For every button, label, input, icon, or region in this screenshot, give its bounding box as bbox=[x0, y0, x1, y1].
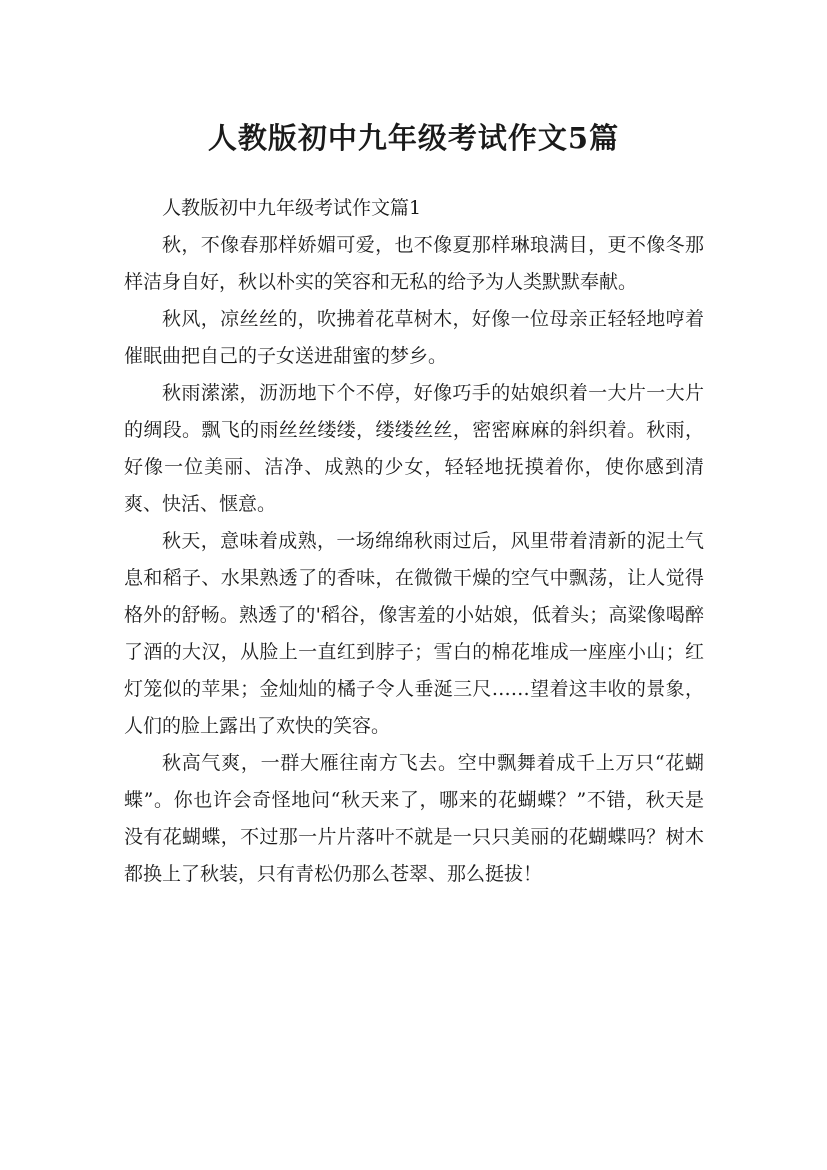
paragraph: 秋高气爽，一群大雁往南方飞去。空中飘舞着成千上万只“花蝴蝶”。你也许会奇怪地问“秋天来了，哪来的花蝴蝶？”不错，秋天是没有花蝴蝶，不过那一片片落叶不就是一只只美丽的花蝴蝶吗？树木都换上了秋装，只有青松仍那么苍翠、那么挺拔！ bbox=[124, 752, 704, 885]
paragraph: 秋风，凉丝丝的，吹拂着花草树木，好像一位母亲正轻轻地哼着催眠曲把自己的子女送进甜蜜的梦乡。 bbox=[124, 308, 704, 367]
document-title: 人教版初中九年级考试作文5篇 bbox=[207, 121, 620, 156]
paragraph: 秋雨潆潆，沥沥地下个不停，好像巧手的姑娘织着一大片一大片的绸段。飘飞的雨丝丝缕缕，缕缕丝丝，密密麻麻的斜织着。秋雨，好像一位美丽、洁净、成熟的少女，轻轻地抚摸着你，使你感到清爽、快活、惬意。 bbox=[124, 382, 704, 515]
paragraph: 秋，不像春那样娇媚可爱，也不像夏那样琳琅满目，更不像冬那样洁身自好，秋以朴实的笑容和无私的给予为人类默默奉献。 bbox=[124, 234, 704, 293]
section-heading: 人教版初中九年级考试作文篇1 bbox=[162, 197, 422, 219]
paragraph: 秋天，意味着成熟，一场绵绵秋雨过后，风里带着清新的泥土气息和稻子、水果熟透了的香味，在微微干燥的空气中飘荡，让人觉得格外的舒畅。熟透了的'稻谷，像害羞的小姑娘，低着头；高粱像喝醉了酒的大汉，从脸上一直红到脖子；雪白的棉花堆成一座座小山；红灯笼似的苹果；金灿灿的橘子令人垂涎三尺……望着这丰收的景象，人们的脸上露出了欢快的笑容。 bbox=[124, 530, 704, 737]
document-body bbox=[124, 190, 704, 893]
